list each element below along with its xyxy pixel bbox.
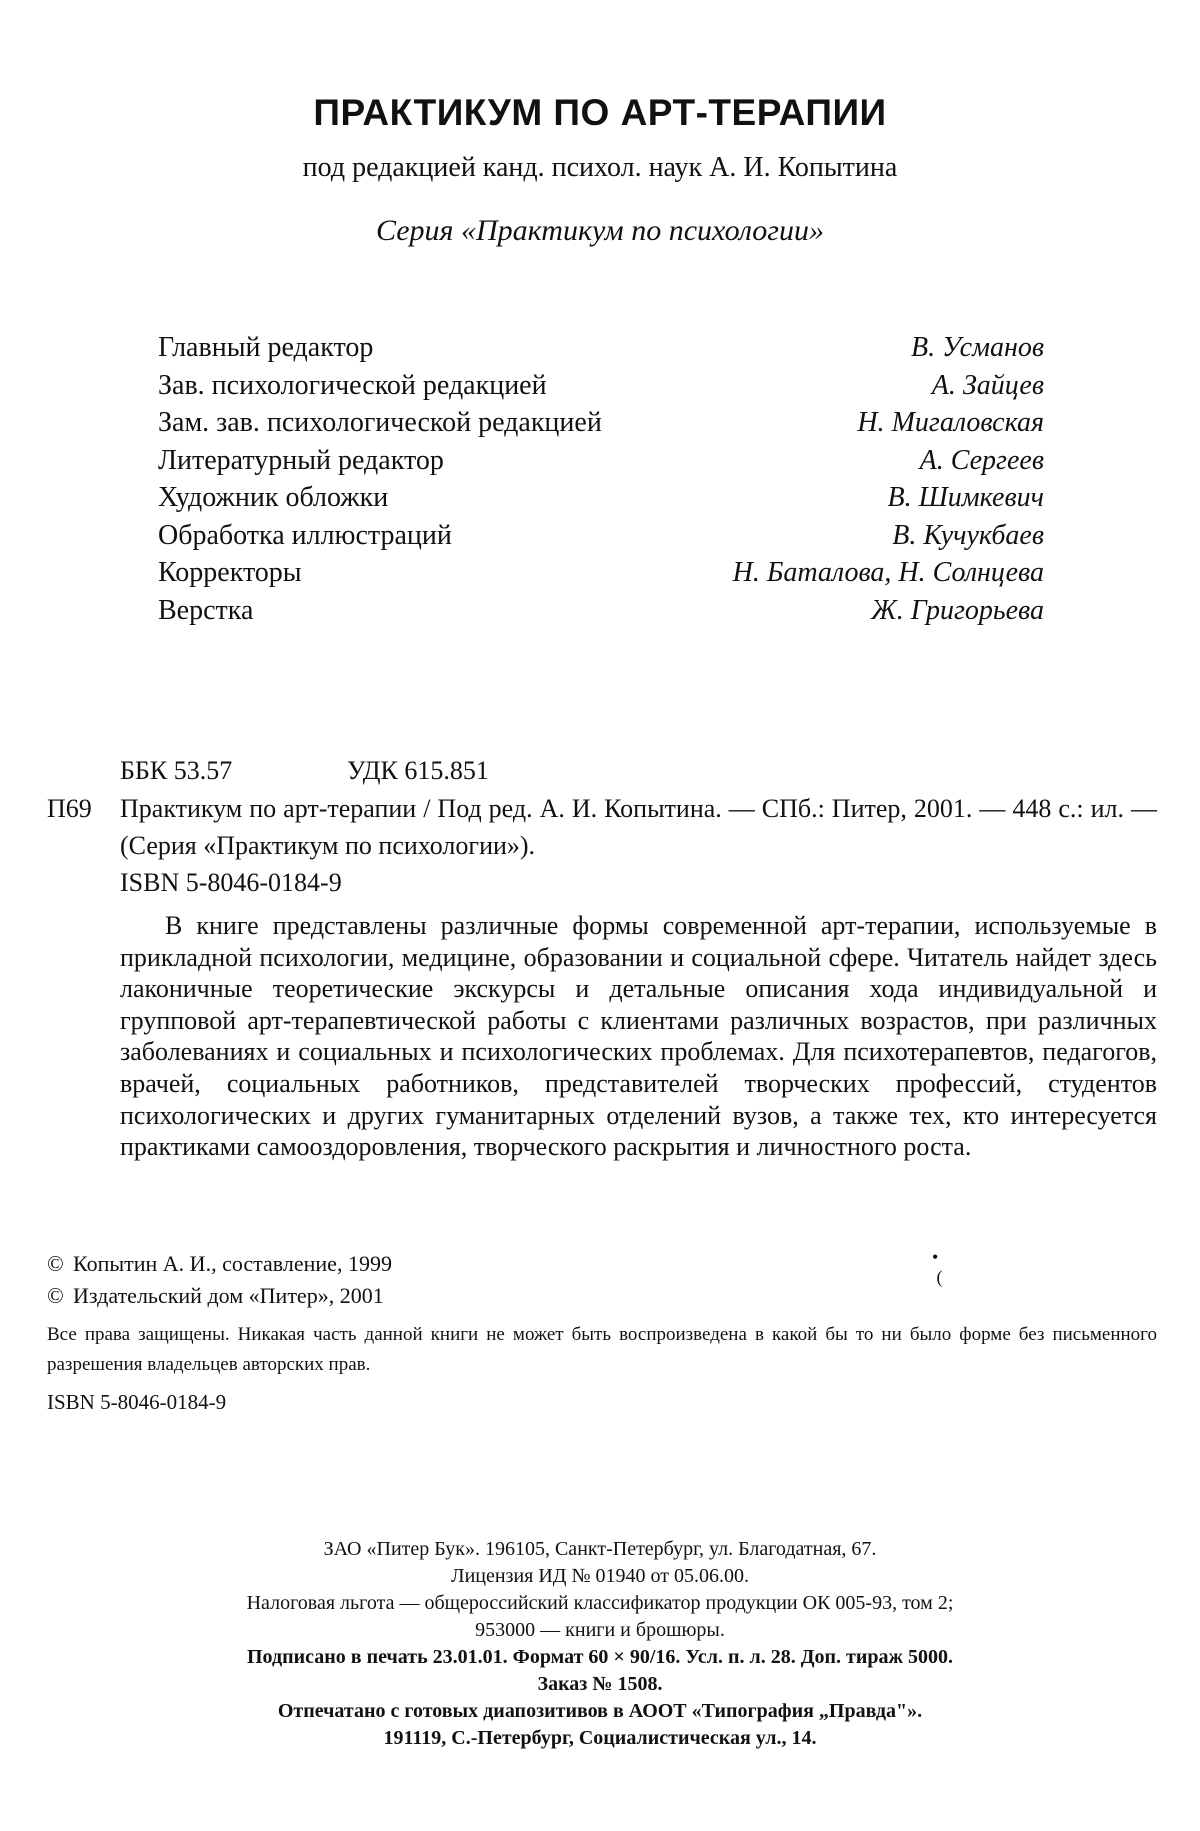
abstract: В книге представлены различные формы современной арт-терапии, используемые в прикладной психологии, медицине, образовании и социальной сфере. Читатель найдет здесь лаконичные теоретические экскурсы и детальные описания хода индивидуальной и групповой арт-терапевтической работы с клиентами различных возрастов, при различных заболеваниях и социальных и психологических проблемах. Для психотерапевтов, педагогов, врачей, социальных работников, представителей творческих профессий, студентов психологических и других гуманитарных отделений вузов, а также тех, кто интересуется практиками самооздоровления, творческого раскрытия и личностного роста. bbox=[120, 911, 1157, 1162]
copyright-text: Копытин А. И., составление, 1999 bbox=[73, 1251, 392, 1276]
bibliographic-block bbox=[47, 752, 1157, 1163]
staff-list bbox=[158, 332, 1044, 632]
staff-role: Зам. зав. психологической редакцией bbox=[158, 407, 602, 438]
staff-row bbox=[158, 332, 1044, 370]
staff-row bbox=[158, 595, 1044, 633]
staff-role: Верстка bbox=[158, 594, 254, 626]
isbn-bottom: ISBN 5-8046-0184-9 bbox=[47, 1390, 227, 1414]
series-line: Серия «Практикум по психологии» bbox=[376, 214, 824, 247]
staff-name: Н. Баталова, Н. Солнцева bbox=[732, 557, 1044, 588]
print-line: Подписано в печать 23.01.01. Формат 60 × 90/16. Усл. п. л. 28. Доп. тираж 5000. bbox=[246, 1646, 953, 1668]
staff-name: Ж. Григорьева bbox=[871, 594, 1044, 626]
catalog-entry bbox=[47, 790, 1157, 864]
staff-name: В. Кучукбаев bbox=[892, 519, 1044, 551]
staff-name: Н. Мигаловская bbox=[857, 407, 1044, 438]
staff-name: В. Шимкевич bbox=[887, 482, 1044, 513]
copyright-line bbox=[47, 1248, 392, 1280]
copyright-icon: © bbox=[47, 1251, 64, 1276]
staff-role: Художник обложки bbox=[158, 482, 389, 513]
staff-name: А. Сергеев bbox=[919, 444, 1044, 476]
udk-code: УДК 615.851 bbox=[347, 756, 489, 785]
printer-address-line: 191119, С.-Петербург, Социалистическая ул., 14. bbox=[383, 1727, 817, 1749]
isbn-main: ISBN 5-8046-0184-9 bbox=[120, 868, 342, 897]
catalog-entry-text: Практикум по арт-терапии / Под ред. А. И. Копытина. — СПб.: Питер, 2001. — 448 с.: ил. — (Серия «Практикум по психологии»). bbox=[120, 794, 1157, 860]
author-mark: П69 bbox=[47, 794, 92, 823]
staff-role: Литературный редактор bbox=[158, 444, 444, 476]
rights-notice: Все права защищены. Никакая часть данной книги не может быть воспроизведена в какой бы то ни было форме без письменного разрешения владельцев авторских прав. bbox=[47, 1324, 1157, 1375]
copyright-block bbox=[47, 1248, 392, 1312]
staff-row bbox=[158, 520, 1044, 558]
bbk-code: ББК 53.57 bbox=[120, 756, 233, 785]
license-line: Лицензия ИД № 01940 от 05.06.00. bbox=[451, 1565, 749, 1587]
publisher-line: ЗАО «Питер Бук». 196105, Санкт-Петербург, ул. Благодатная, 67. bbox=[323, 1538, 877, 1560]
staff-role: Зав. психологической редакцией bbox=[158, 369, 547, 401]
copyright-icon: © bbox=[47, 1283, 64, 1308]
staff-role: Корректоры bbox=[158, 557, 302, 588]
staff-role: Главный редактор bbox=[158, 332, 374, 363]
staff-row bbox=[158, 407, 1044, 445]
printer-line: Отпечатано с готовых диапозитивов в АООТ «Типография „Правда"». bbox=[277, 1700, 923, 1722]
copyright-text: Издательский дом «Питер», 2001 bbox=[73, 1283, 384, 1308]
copyright-line bbox=[47, 1280, 392, 1312]
staff-role: Обработка иллюстраций bbox=[158, 519, 452, 551]
staff-row bbox=[158, 445, 1044, 483]
editor-line: под редакцией канд. психол. наук А. И. Копытина bbox=[302, 152, 898, 183]
imprint-block bbox=[0, 1536, 1200, 1752]
classification-codes bbox=[47, 752, 1157, 790]
tax-line: Налоговая льгота — общероссийский классификатор продукции ОК 005-93, том 2; bbox=[246, 1592, 954, 1614]
staff-name: А. Зайцев bbox=[931, 369, 1044, 401]
staff-name: В. Усманов bbox=[911, 332, 1044, 363]
stray-print-mark: • ( bbox=[932, 1247, 943, 1287]
order-line: Заказ № 1508. bbox=[537, 1673, 663, 1695]
staff-row bbox=[158, 557, 1044, 595]
book-title: ПРАКТИКУМ ПО АРТ-ТЕРАПИИ bbox=[313, 92, 887, 133]
staff-row bbox=[158, 482, 1044, 520]
staff-row bbox=[158, 370, 1044, 408]
tax-line: 953000 — книги и брошюры. bbox=[475, 1619, 725, 1641]
